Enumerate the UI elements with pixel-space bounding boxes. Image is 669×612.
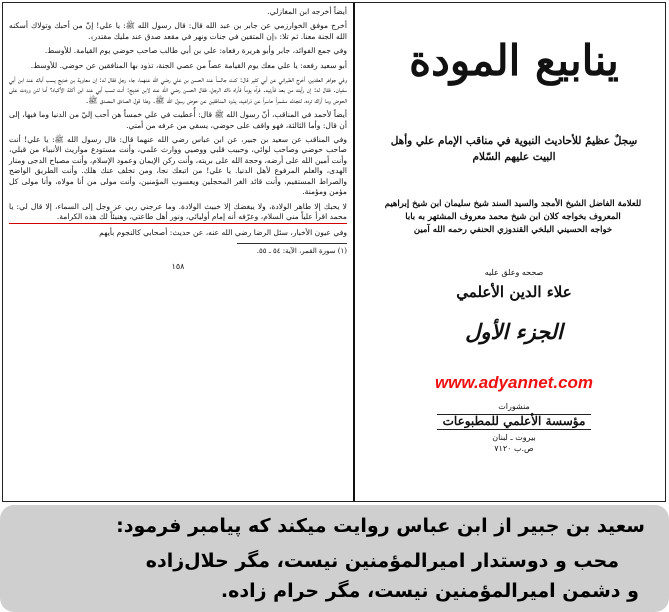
- book-title: ينابيع المودة: [409, 36, 619, 85]
- watermark-url: www.adyannet.com: [434, 373, 594, 392]
- caption-line: محب و دوستدار امیرالمؤمنین نیست، مگر حلال‌زاده: [145, 550, 619, 572]
- volume-label: الجزء الأول: [465, 319, 563, 344]
- author-line: المعروف بخواجه كلان ابن شيخ محمد معروف المشتهر به بابا: [405, 212, 621, 222]
- footnote-divider: [237, 243, 347, 244]
- page-number: ١٥٨: [171, 262, 185, 272]
- paragraph: أيضاً أخرجه ابن المغازلي.: [267, 7, 347, 16]
- book-subtitle: سِجلٌ عظيمٌ للأحاديث النبوية في مناقب الإمام علي وأهل البيت عليهم السّلام: [390, 135, 638, 163]
- caption-box: [0, 505, 669, 612]
- publisher-pobox: ص.ب ٧١٢٠: [494, 444, 534, 453]
- title-page: [359, 3, 665, 499]
- page-divider: [353, 3, 355, 501]
- editor-label: صححه وعلق عليه: [484, 268, 544, 277]
- paragraph: وفي المناقب عن سعيد بن جبير، عن ابن عباس رضي الله عنهما قال: قال رسول الله ﷺ: يا علي! أنت صاحب حوضي وصاحب لوائي، وحبيب قلبي ووصيي ووارث علمي، وأنت مستودع مواريث الأنبياء من قبلي، وأنت أمين الله على أرضه، وحجة الله على بريته، وأنت ركن الإيمان وعمود الإسلام، وأنت مصباح الدجى ومنار الهدى، والعلم المرفوع لأهل الدنيا. يا علي! من اتبعك نجا، ومن تخلف عنك هلك. وأنت الطريق الواضح والصراط المستقيم، وأنت قائد الغر المحجلين ويعسوب المؤمنين، وأنت مولى من أنا مولاه، وأنا مولى كل مؤمن ومؤمنة.: [9, 135, 347, 197]
- footnote: (١) سورة القمر، الآية: ٥٤ ـ ٥٥.: [256, 246, 347, 255]
- text-page: [9, 7, 347, 497]
- caption-line: سعید بن جبیر از ابن عباس روایت میکند که پیامبر فرمود:: [116, 515, 645, 537]
- caption-line: و دشمن امیرالمؤمنین نیست، مگر حرام زاده.: [220, 580, 639, 602]
- paragraph: أخرج موفق الخوارزمي عن جابر بن عبد الله قال: قال رسول الله ﷺ: يا علي! إنّ من أحبك وتولاك أسكنه الله الجنة معنا. ثم تلا: ﴿إن المتقين في جنات ونهر في مقعد صدق عند مليك مقتدر﴾.: [9, 21, 347, 41]
- author-line: خواجه الحسيني البلخي القندوزي الحنفي رحمه الله آمين: [413, 225, 613, 235]
- publisher-label: منشورات: [498, 402, 530, 411]
- publisher-block: [429, 401, 599, 454]
- book-scan: [2, 2, 666, 502]
- highlighted-paragraph: لا يحبك إلا طاهر الولادة، ولا يبغضك إلا خبيث الولادة. وما عرجني ربي عز وجل إلى السماء، إلا قال لي: يا محمد اقرأ علياً مني السلام، وعرّفه أنه إمام أوليائي، ونور أهل طاعتي، وهنيئاً لك هذه الكرامة.: [9, 202, 347, 225]
- paragraph: وفي جمع الفوائد، جابر وأبو هريرة رفعاه: علي بن أبي طالب صاحب حوضي يوم القيامة. للأوسط.: [44, 46, 347, 56]
- paragraph: وفي جواهر العقدين، أخرج الطبراني عن أبي كثير قال: كنت جالساً عند الحسن بن علي رضي الله عنهما، جاء رجل فقال له: إن معاوية بن خديج يسب أباك عند ابن أبي سفيان. فقال له: إن رأيته من بعد فأرنيه. فرآه يوماً فأراه ذاك الرجل، فقال الحسن رضي الله عنه لابن خديج: أنت تسب أبي عند ابن أكلة الأكباد؟ أما لئن وردت على الحوض وما أراك ترده، لتجدنّه مشمراً حاسراً عن ذراعيه، يذود المنافقين عن حوض رسول الله ﷺ. وهذا قول الصادق المصدق ﷺ.: [9, 75, 347, 105]
- publisher-city: بيروت ـ لبنان: [492, 433, 536, 442]
- author-block: [367, 198, 659, 237]
- editor-name: علاء الدين الأعلمي: [456, 283, 572, 301]
- publisher-name: مؤسسة الأعلمي للمطبوعات: [442, 414, 586, 428]
- author-line: للعلامة الفاضل الشيخ الأمجد والسيد السند شيخ سليمان ابن شيخ إبراهيم: [384, 199, 642, 209]
- paragraph: أبو سعيد رفعه: يا علي معك يوم القيامة عصاً من عصي الجنة، تذود بها المنافقين عن حوضي. للأوسط.: [30, 60, 347, 70]
- paragraph: أيضاً لأحمد في المناقب، أنّ رسول الله ﷺ قال: أُعطيت في علي خمساً هن أحب إليّ من الدنيا وما فيها، إلى أن قال: وأما الثالثة، فهو واقف على حوضي، يسقي من عرفه من أمتي.: [9, 110, 347, 130]
- paragraph: وفي عيون الأخبار، سئل الرضا رضي الله عنه، عن حديث: أصحابي كالنجوم بأيهم: [99, 228, 347, 238]
